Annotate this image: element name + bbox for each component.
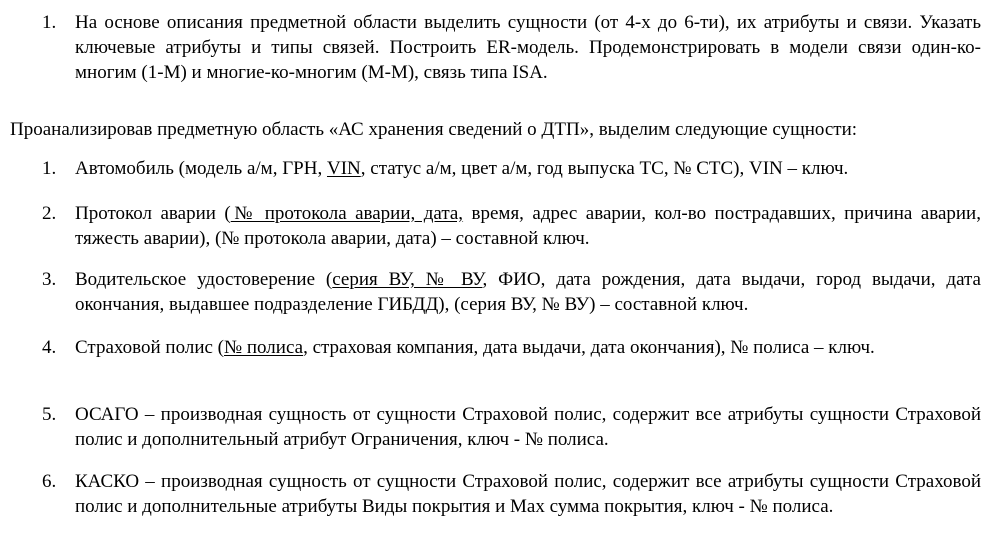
entity-text <box>75 267 981 317</box>
entity-number: 1. <box>42 158 57 179</box>
entity-text-segment: Водительское удостоверение ( <box>75 269 333 290</box>
entity-text <box>75 469 981 519</box>
intro-paragraph: Проанализировав предметную область «АС хранения сведений о ДТП», выделим следующие сущности: <box>10 119 858 140</box>
entity-text-segment: Протокол аварии ( <box>75 203 231 224</box>
entity-text-segment: , страховая компания, дата выдачи, дата окончания), № полиса – ключ. <box>303 337 875 358</box>
entity-text-segment: ОСАГО – производная сущность от сущности Страховой полис, содержит все атрибуты сущности Страховой полис и дополнительный атрибут Ограничения, ключ - № полиса. <box>75 404 981 450</box>
task-number: 1. <box>42 12 57 33</box>
entity-text-segment: КАСКО – производная сущность от сущности Страховой полис, содержит все атрибуты сущности Страховой полис и дополнительные атрибуты Виды покрытия и Max сумма покрытия, ключ - № полиса. <box>75 471 981 517</box>
entity-number: 4. <box>42 337 57 358</box>
entity-number: 5. <box>42 404 57 425</box>
entity-number: 3. <box>42 269 57 290</box>
entity-text-segment: Страховой полис ( <box>75 337 225 358</box>
entity-number: 6. <box>42 471 57 492</box>
entity-number: 2. <box>42 203 57 224</box>
key-attribute: VIN <box>326 158 361 179</box>
entity-text-segment: , статус а/м, цвет а/м, год выпуска ТС, № СТС), VIN – ключ. <box>360 158 849 179</box>
key-attribute: серия ВУ, № ВУ <box>332 269 483 290</box>
entity-text <box>75 335 981 360</box>
entity-text-segment: , ФИО, дата рождения, дата выдачи, город выдачи, дата окончания, выдавшее подразделение ГИБДД), (серия ВУ, № ВУ) – составной ключ. <box>75 269 981 315</box>
task-text: На основе описания предметной области выделить сущности (от 4-х до 6-ти), их атрибуты и связи. Указать ключевые атрибуты и типы связей. Построить ER-модель. Продемонстрировать в модели связи один-ко-многим (1-М) и многие-ко-многим (М-М), связь типа ISA. <box>75 12 981 83</box>
entity-text <box>75 201 981 251</box>
key-attribute: № полиса <box>224 337 304 358</box>
entity-text <box>75 402 981 452</box>
entity-text-segment: время, адрес аварии, кол-во пострадавших, причина аварии, тяжесть аварии), (№ протокола аварии, дата) – составной ключ. <box>75 203 981 249</box>
entity-text <box>75 156 981 181</box>
key-attribute: № протокола аварии, дата, <box>230 203 464 224</box>
entity-text-segment: Автомобиль (модель а/м, ГРН, <box>75 158 327 179</box>
